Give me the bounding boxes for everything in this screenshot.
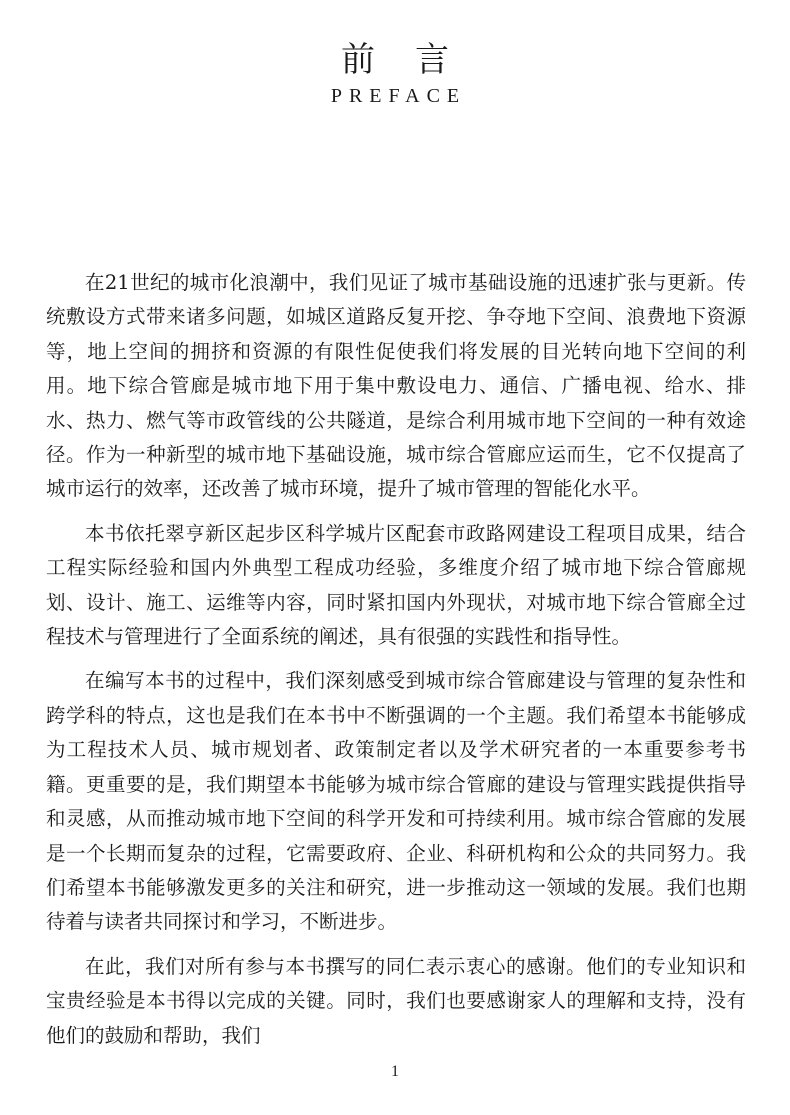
body-text — [46, 266, 746, 1063]
paragraph: 本书依托翠亨新区起步区科学城片区配套市政路网建设工程项目成果，结合工程实际经验和国内外典型工程成功经验，多维度介绍了城市地下综合管廊规划、设计、施工、运维等内容，同时紧扣国内外现状，对城市地下综合管廊全过程技术与管理进行了全面系统的阐述，具有很强的实践性和指导性。 — [46, 521, 746, 649]
paragraph: 在编写本书的过程中，我们深刻感受到城市综合管廊建设与管理的复杂性和跨学科的特点，这也是我们在本书中不断强调的一个主题。我们希望本书能够成为工程技术人员、城市规划者、政策制定者以及学术研究者的一本重要参考书籍。更重要的是，我们期望本书能够为城市综合管廊的建设与管理实践提供指导和灵感，从而推动城市地下空间的科学开发和可持续利用。城市综合管廊的发展是一个长期而复杂的过程，它需要政府、企业、科研机构和公众的共同努力。我们希望本书能够激发更多的关注和研究，进一步推动这一领域的发展。我们也期待着与读者共同探讨和学习，不断进步。 — [46, 669, 746, 934]
page-title: 前言 — [341, 40, 489, 80]
page-subtitle: PREFACE — [330, 85, 467, 107]
paragraph: 在此，我们对所有参与本书撰写的同仁表示衷心的感谢。他们的专业知识和宝贵经验是本书得以完成的关键。同时，我们也要感谢家人的理解和支持，没有他们的鼓励和帮助，我们 — [46, 954, 746, 1047]
paragraph: 在21世纪的城市化浪潮中，我们见证了城市基础设施的迅速扩张与更新。传统敷设方式带来诸多问题，如城区道路反复开挖、争夺地下空间、浪费地下资源等，地上空间的拥挤和资源的有限性促使我们将发展的目光转向地下空间的利用。地下综合管廊是城市地下用于集中敷设电力、通信、广播电视、给水、排水、热力、燃气等市政管线的公共隧道，是综合利用城市地下空间的一种有效途径。作为一种新型的城市地下基础设施，城市综合管廊应运而生，它不仅提高了城市运行的效率，还改善了城市环境，提升了城市管理的智能化水平。 — [46, 271, 746, 501]
page-number: 1 — [391, 1063, 399, 1080]
